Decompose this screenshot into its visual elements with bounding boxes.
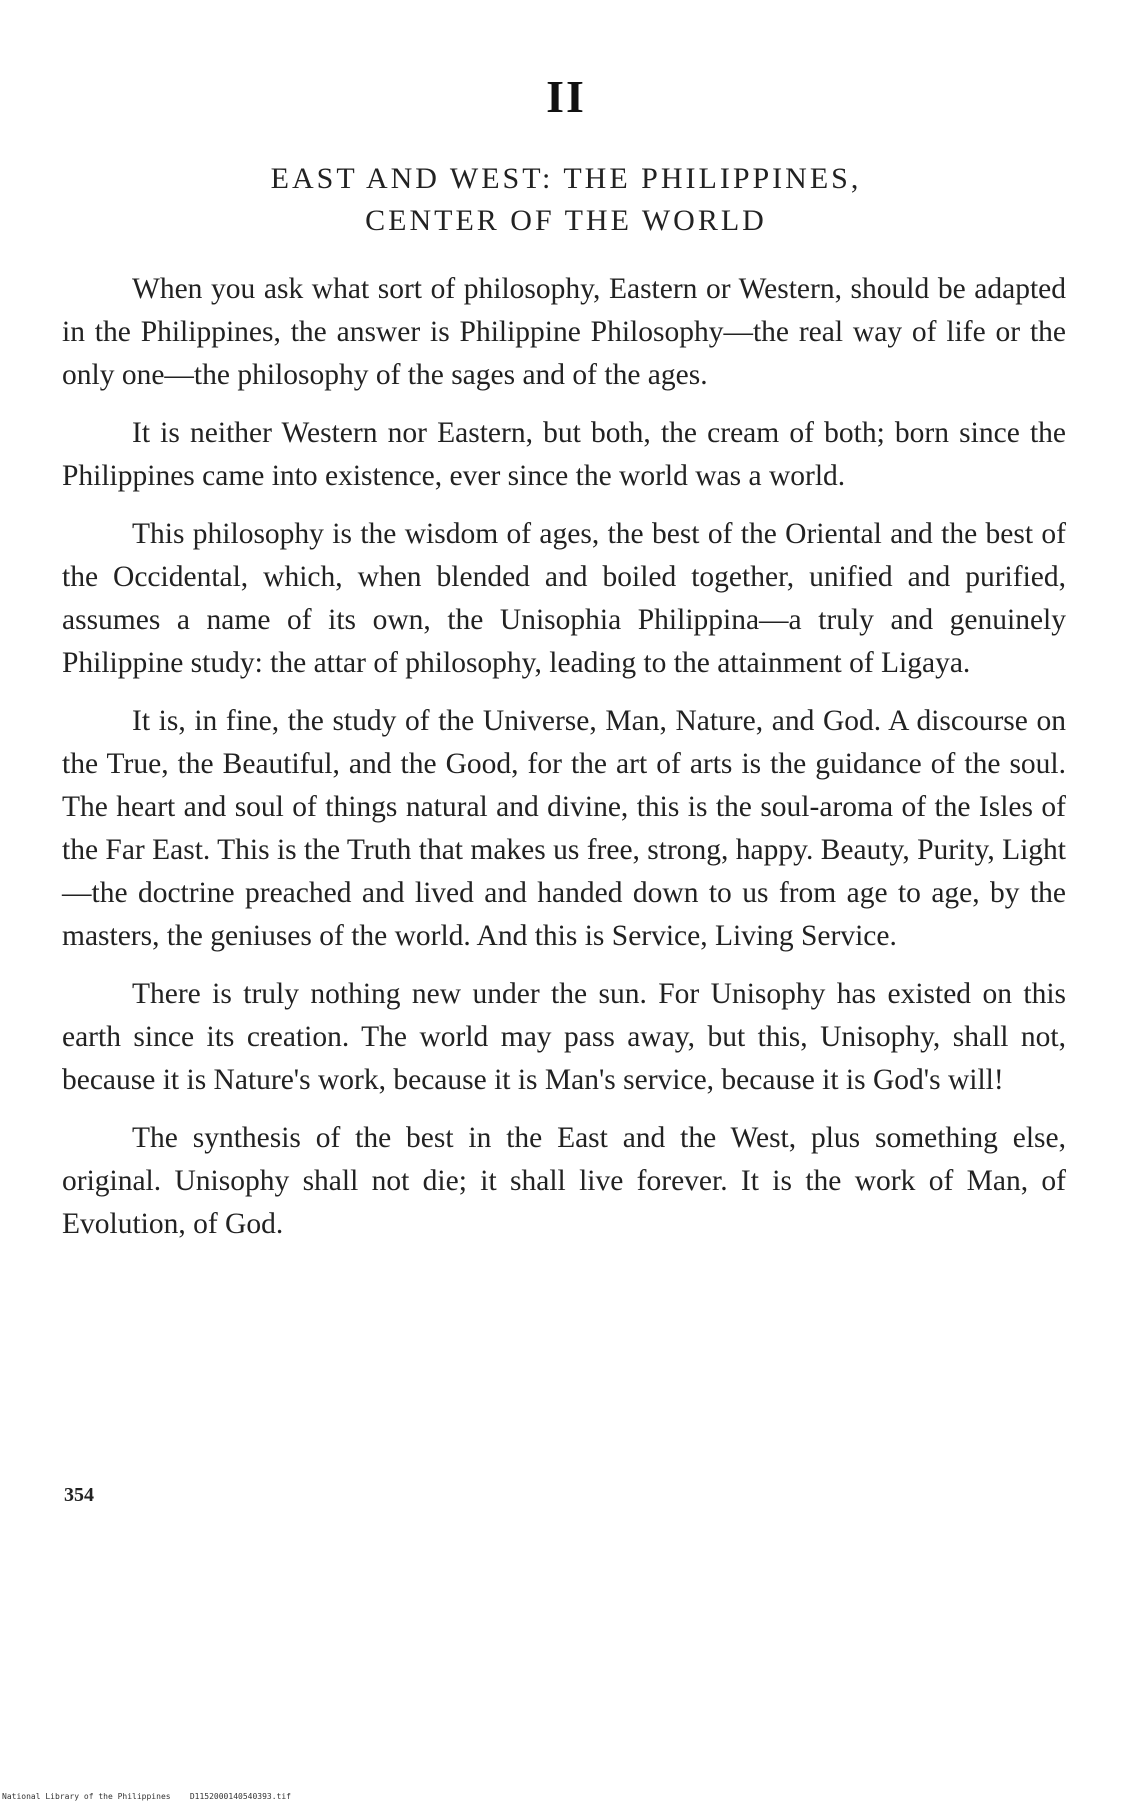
paragraph-2: It is neither Western nor Eastern, but both, the cream of both; born since the Philippines came into existence, ever since the world was a world.: [62, 417, 1066, 492]
paragraph-5: There is truly nothing new under the sun. For Unisophy has existed on this earth since its creation. The world may pass away, but this, Unisophy, shall not, because it is Nature's work, because it is Man's service, because it is God's will!: [62, 978, 1066, 1096]
chapter-title-line-2: CENTER OF THE WORLD: [365, 204, 767, 237]
scan-footer: National Library of the Philippines D1152000140540393.tif: [2, 1792, 291, 1801]
paragraph-1: When you ask what sort of philosophy, Eastern or Western, should be adapted in the Philippines, the answer is Philippine Philosophy—the real way of life or the only one—the philosophy of the sages and of the ages.: [62, 273, 1066, 391]
body-text: [62, 268, 1066, 1261]
page-number: 354: [64, 1484, 94, 1506]
paragraph-6: The synthesis of the best in the East and the West, plus something else, original. Unisophy shall not die; it shall live forever. It is the work of Man, of Evolution, of God.: [62, 1122, 1066, 1240]
paragraph-4: It is, in fine, the study of the Universe, Man, Nature, and God. A discourse on the True, the Beautiful, and the Good, for the art of arts is the guidance of the soul. The heart and soul of things natural and divine, this is the soul-aroma of the Isles of the Far East. This is the Truth that makes us free, strong, happy. Beauty, Purity, Light—the doctrine preached and lived and handed down to us from age to age, by the masters, the geniuses of the world. And this is Service, Living Service.: [62, 705, 1066, 952]
paragraph-3: This philosophy is the wisdom of ages, the best of the Oriental and the best of the Occidental, which, when blended and boiled together, unified and purified, assumes a name of its own, the Unisophia Philippina—a truly and genuinely Philippine study: the attar of philosophy, leading to the attainment of Ligaya.: [62, 518, 1066, 679]
chapter-title: [0, 158, 1132, 242]
chapter-number: II: [546, 71, 586, 122]
chapter-title-line-1: EAST AND WEST: THE PHILIPPINES,: [270, 162, 862, 195]
